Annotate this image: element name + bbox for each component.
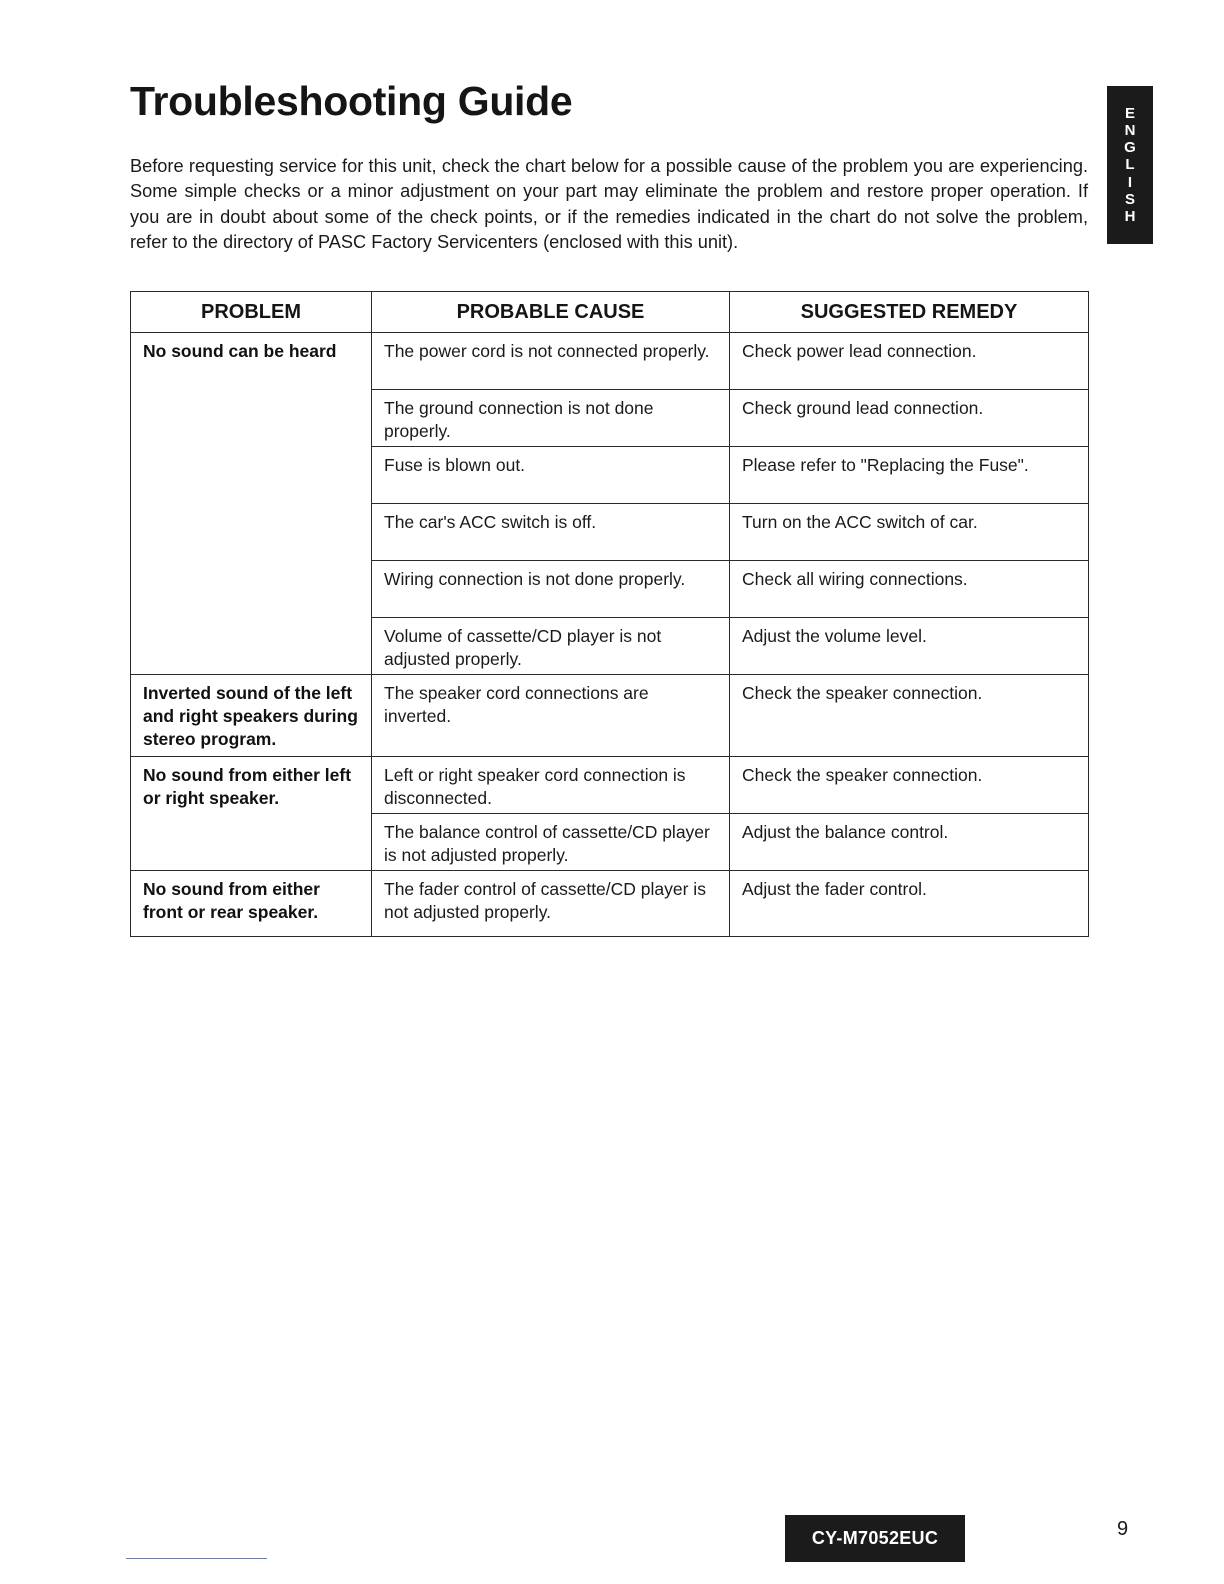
cause-cell: Volume of cassette/CD player is not adjusted properly. xyxy=(372,618,730,675)
remedy-cell: Adjust the fader control. xyxy=(730,871,1089,937)
cause-cell: The ground connection is not done properly. xyxy=(372,390,730,447)
problem-cell: No sound from either front or rear speaker. xyxy=(131,871,372,937)
cause-cell: The fader control of cassette/CD player is not adjusted properly. xyxy=(372,871,730,937)
problem-cell: No sound can be heard xyxy=(131,333,372,675)
remedy-cell: Check power lead connection. xyxy=(730,333,1089,390)
cause-cell: Wiring connection is not done properly. xyxy=(372,561,730,618)
remedy-cell: Adjust the volume level. xyxy=(730,618,1089,675)
remedy-cell: Please refer to "Replacing the Fuse". xyxy=(730,447,1089,504)
problem-cell: No sound from either left or right speaker. xyxy=(131,757,372,871)
table-header-row xyxy=(131,292,1089,333)
remedy-cell: Check all wiring connections. xyxy=(730,561,1089,618)
remedy-cell: Check the speaker connection. xyxy=(730,757,1089,814)
table-row xyxy=(131,757,1089,814)
table-row xyxy=(131,675,1089,757)
cause-cell: The speaker cord connections are inverted. xyxy=(372,675,730,757)
header-probable-cause: PROBABLE CAUSE xyxy=(372,292,730,333)
cause-cell: The balance control of cassette/CD player is not adjusted properly. xyxy=(372,814,730,871)
remedy-cell: Turn on the ACC switch of car. xyxy=(730,504,1089,561)
problem-cell: Inverted sound of the left and right speakers during stereo program. xyxy=(131,675,372,757)
language-tab xyxy=(1107,86,1153,244)
intro-paragraph: Before requesting service for this unit, check the chart below for a possible cause of the problem you are experiencing. Some simple checks or a minor adjustment on your part may eliminate the problem and restore proper operation. If you are in doubt about some of the check points, or if the remedies indicated in the chart do not solve the problem, refer to the directory of PASC Factory Servicenters (enclosed with this unit). xyxy=(130,156,1088,252)
cause-cell: Left or right speaker cord connection is disconnected. xyxy=(372,757,730,814)
table-row xyxy=(131,333,1089,390)
cause-cell: Fuse is blown out. xyxy=(372,447,730,504)
page-title: Troubleshooting Guide xyxy=(130,78,573,124)
remedy-cell: Check ground lead connection. xyxy=(730,390,1089,447)
cause-cell: The power cord is not connected properly. xyxy=(372,333,730,390)
language-tab-letter: H xyxy=(1124,208,1136,225)
table-row xyxy=(131,871,1089,937)
remedy-cell: Adjust the balance control. xyxy=(730,814,1089,871)
model-number-badge: CY-M7052EUC xyxy=(785,1515,965,1562)
language-tab-letter: S xyxy=(1124,190,1135,208)
language-tab-letter: L xyxy=(1125,156,1135,174)
language-tab-letter: N xyxy=(1124,121,1136,139)
cause-cell: The car's ACC switch is off. xyxy=(372,504,730,561)
page-number: 9 xyxy=(1117,1518,1129,1540)
header-suggested-remedy: SUGGESTED REMEDY xyxy=(730,292,1089,333)
header-problem: PROBLEM xyxy=(131,292,372,333)
remedy-cell: Check the speaker connection. xyxy=(730,675,1089,757)
language-tab-letter: I xyxy=(1127,173,1133,191)
troubleshooting-table xyxy=(130,291,1089,937)
footer-rule xyxy=(126,1558,267,1559)
language-tab-letter: E xyxy=(1124,104,1135,122)
language-tab-letter: G xyxy=(1124,139,1136,157)
